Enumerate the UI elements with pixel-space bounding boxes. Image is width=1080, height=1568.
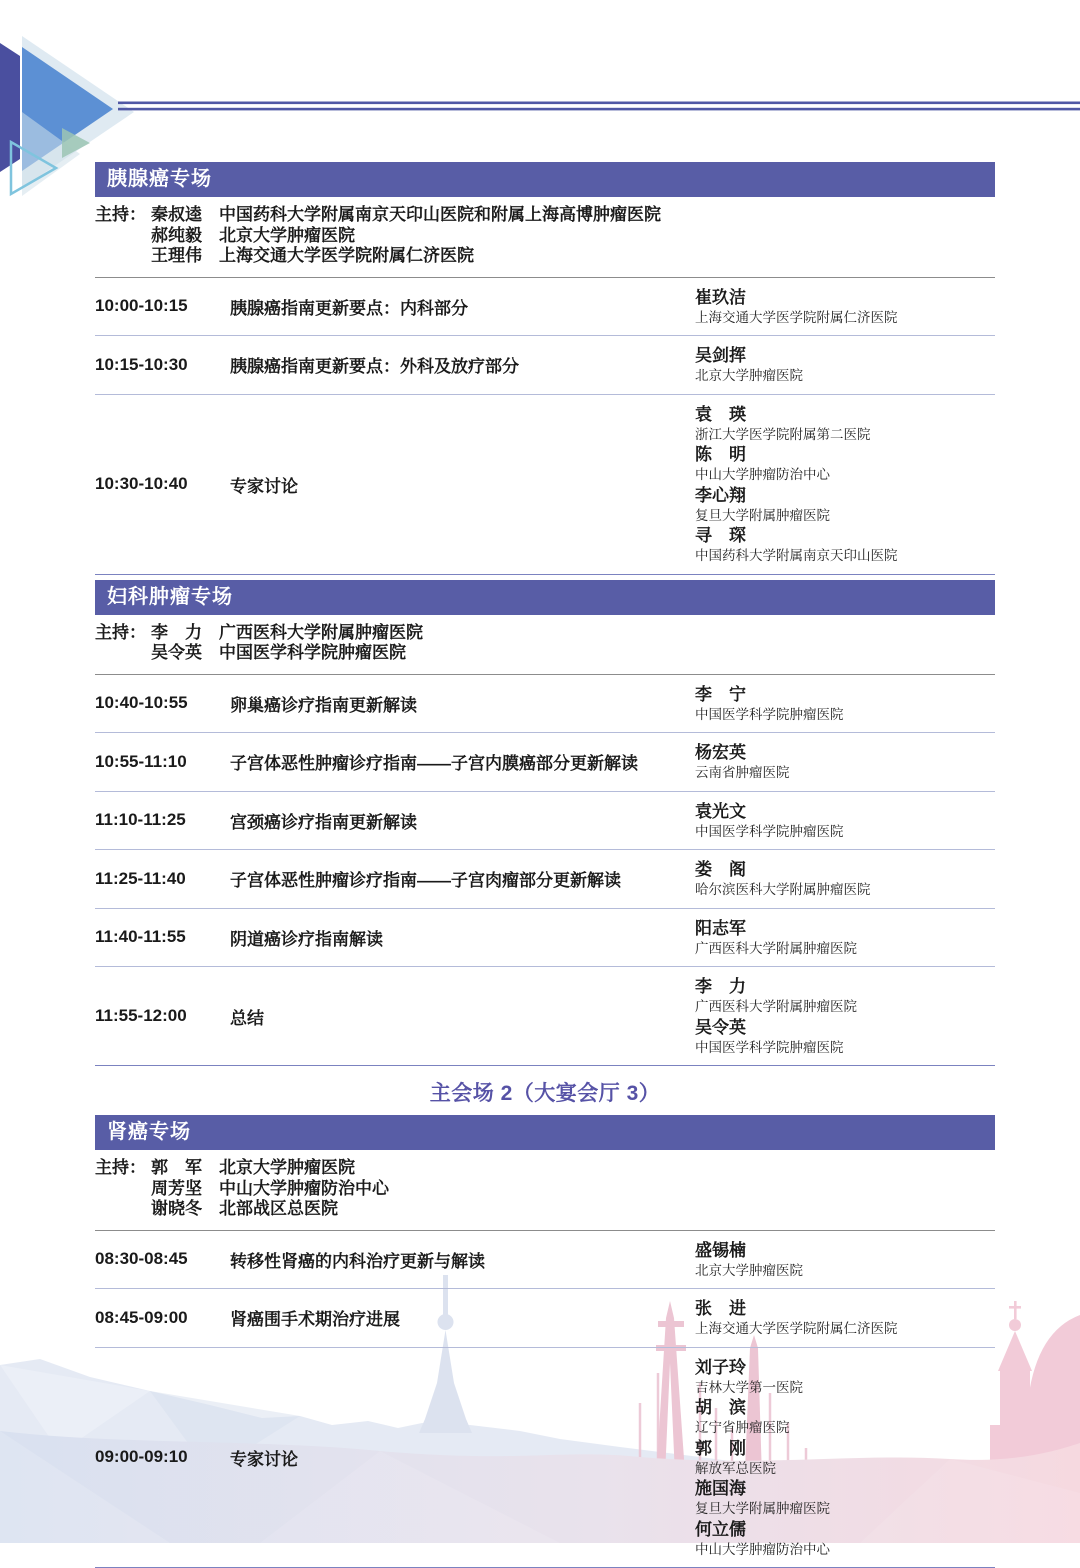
- chair-name: 吴令英: [151, 643, 219, 664]
- talk-title: 子宫体恶性肿瘤诊疗指南——子宫肉瘤部分更新解读: [230, 866, 695, 891]
- agenda-row: [95, 395, 995, 575]
- time-slot: 10:15-10:30: [95, 355, 230, 375]
- talk-title: 专家讨论: [230, 472, 695, 497]
- talk-title: 专家讨论: [230, 1445, 695, 1470]
- speaker-affiliation: 北京大学肿瘤医院: [695, 367, 995, 385]
- chair-affiliation: 广西医科大学附属肿瘤医院: [219, 623, 995, 644]
- speaker: [695, 1438, 995, 1478]
- chair-name: 周芳坚: [151, 1179, 219, 1200]
- speaker-name: 袁 瑛: [695, 404, 995, 426]
- speaker-name: 寻 琛: [695, 525, 995, 547]
- speaker-affiliation: 中山大学肿瘤防治中心: [695, 466, 995, 484]
- time-slot: 10:40-10:55: [95, 693, 230, 713]
- talk-title: 阴道癌诊疗指南解读: [230, 925, 695, 950]
- agenda-row: [95, 1289, 995, 1348]
- speaker-affiliation: 复旦大学附属肿瘤医院: [695, 1500, 995, 1518]
- chair-affiliation: 北部战区总医院: [219, 1199, 995, 1220]
- time-slot: 11:55-12:00: [95, 1006, 230, 1026]
- speaker: [695, 801, 995, 841]
- time-slot: 10:00-10:15: [95, 296, 230, 316]
- speaker: [695, 1017, 995, 1057]
- chair-affiliation: 中山大学肿瘤防治中心: [219, 1179, 995, 1200]
- speaker: [695, 444, 995, 484]
- time-slot: 11:25-11:40: [95, 869, 230, 889]
- time-slot: 08:45-09:00: [95, 1308, 230, 1328]
- chair-affiliation: 中国医学科学院肿瘤医院: [219, 643, 995, 664]
- chair-name: 郝纯毅: [151, 226, 219, 247]
- host-label: 主持：: [95, 623, 151, 644]
- session-header-bar: [95, 1115, 995, 1150]
- talk-title: 总结: [230, 1004, 695, 1029]
- speaker: [695, 976, 995, 1016]
- speaker-affiliation: 上海交通大学医学院附属仁济医院: [695, 1320, 995, 1338]
- speaker-list: [695, 800, 995, 842]
- time-slot: 10:55-11:10: [95, 752, 230, 772]
- agenda-row: [95, 675, 995, 734]
- speaker-affiliation: 吉林大学第一医院: [695, 1379, 995, 1397]
- time-slot: 09:00-09:10: [95, 1447, 230, 1467]
- host-label-spacer: [95, 1199, 151, 1220]
- talk-title: 胰腺癌指南更新要点：内科部分: [230, 294, 695, 319]
- chairs-block: [95, 1150, 995, 1231]
- speaker: [695, 1357, 995, 1397]
- speaker-affiliation: 中山大学肿瘤防治中心: [695, 1541, 995, 1559]
- speaker-list: [695, 286, 995, 328]
- speaker-affiliation: 中国医学科学院肿瘤医院: [695, 823, 995, 841]
- speaker: [695, 1478, 995, 1518]
- speaker-list: [695, 683, 995, 725]
- speaker: [695, 287, 995, 327]
- speaker-name: 李心翔: [695, 485, 995, 507]
- talk-title: 胰腺癌指南更新要点：外科及放疗部分: [230, 352, 695, 377]
- time-slot: 10:30-10:40: [95, 474, 230, 494]
- agenda-row: [95, 909, 995, 968]
- host-label: 主持：: [95, 205, 151, 226]
- session-title: 胰腺癌专场: [107, 168, 212, 190]
- chair-line: [95, 623, 995, 644]
- chairs-block: [95, 615, 995, 675]
- chair-affiliation: 北京大学肿瘤医院: [219, 226, 995, 247]
- speaker-name: 李 力: [695, 976, 995, 998]
- time-slot: 08:30-08:45: [95, 1249, 230, 1269]
- speaker-list: [695, 975, 995, 1057]
- speaker-affiliation: 浙江大学医学院附属第二医院: [695, 426, 995, 444]
- agenda-row: [95, 967, 995, 1066]
- chair-line: [95, 1158, 995, 1179]
- speaker-name: 施国海: [695, 1478, 995, 1500]
- chair-line: [95, 226, 995, 247]
- chair-line: [95, 246, 995, 267]
- chair-affiliation: 中国药科大学附属南京天印山医院和附属上海高博肿瘤医院: [219, 205, 995, 226]
- talk-title: 肾癌围手术期治疗进展: [230, 1305, 695, 1330]
- host-label-spacer: [95, 226, 151, 247]
- chair-line: [95, 1199, 995, 1220]
- chair-line: [95, 643, 995, 664]
- chair-affiliation: 北京大学肿瘤医院: [219, 1158, 995, 1179]
- speaker: [695, 404, 995, 444]
- session-pancreatic-cancer: [95, 162, 995, 575]
- agenda-row: [95, 850, 995, 909]
- time-slot: 11:10-11:25: [95, 810, 230, 830]
- chair-line: [95, 1179, 995, 1200]
- session-title: 肾癌专场: [107, 1121, 191, 1143]
- speaker-affiliation: 中国药科大学附属南京天印山医院: [695, 547, 995, 565]
- speaker-list: [695, 1356, 995, 1560]
- speaker-affiliation: 广西医科大学附属肿瘤医院: [695, 940, 995, 958]
- speaker-affiliation: 中国医学科学院肿瘤医院: [695, 1039, 995, 1057]
- header-rule-bottom: [118, 108, 1080, 111]
- speaker-name: 盛锡楠: [695, 1240, 995, 1262]
- speaker-affiliation: 复旦大学附属肿瘤医院: [695, 507, 995, 525]
- chair-name: 谢晓冬: [151, 1199, 219, 1220]
- agenda-row: [95, 336, 995, 395]
- agenda-row: [95, 733, 995, 792]
- speaker-name: 袁光文: [695, 801, 995, 823]
- talk-title: 宫颈癌诊疗指南更新解读: [230, 808, 695, 833]
- host-label-spacer: [95, 1179, 151, 1200]
- speaker-name: 张 进: [695, 1298, 995, 1320]
- chair-name: 李 力: [151, 623, 219, 644]
- talk-title: 子宫体恶性肿瘤诊疗指南——子宫内膜癌部分更新解读: [230, 749, 695, 774]
- speaker-name: 何立儒: [695, 1519, 995, 1541]
- speaker-name: 刘子玲: [695, 1357, 995, 1379]
- speaker-name: 吴令英: [695, 1017, 995, 1039]
- host-label: 主持：: [95, 1158, 151, 1179]
- speaker-list: [695, 1239, 995, 1281]
- speaker-name: 阳志军: [695, 918, 995, 940]
- speaker: [695, 684, 995, 724]
- speaker: [695, 1298, 995, 1338]
- speaker: [695, 1519, 995, 1559]
- speaker-affiliation: 辽宁省肿瘤医院: [695, 1419, 995, 1437]
- speaker-list: [695, 344, 995, 386]
- speaker: [695, 345, 995, 385]
- host-label-spacer: [95, 246, 151, 267]
- header-rule-top: [118, 102, 1080, 105]
- session-title: 妇科肿瘤专场: [107, 586, 233, 608]
- speaker-affiliation: 北京大学肿瘤医院: [695, 1262, 995, 1280]
- speaker-affiliation: 上海交通大学医学院附属仁济医院: [695, 309, 995, 327]
- chair-affiliation: 上海交通大学医学院附属仁济医院: [219, 246, 995, 267]
- speaker-name: 李 宁: [695, 684, 995, 706]
- speaker-list: [695, 403, 995, 566]
- speaker-affiliation: 哈尔滨医科大学附属肿瘤医院: [695, 881, 995, 899]
- program-content: [95, 162, 995, 1568]
- chair-name: 王理伟: [151, 246, 219, 267]
- agenda-row: [95, 1231, 995, 1290]
- speaker: [695, 1397, 995, 1437]
- speaker-list: [695, 741, 995, 783]
- speaker-list: [695, 1297, 995, 1339]
- speaker-list: [695, 917, 995, 959]
- speaker: [695, 859, 995, 899]
- speaker-affiliation: 广西医科大学附属肿瘤医院: [695, 998, 995, 1016]
- speaker-name: 杨宏英: [695, 742, 995, 764]
- chair-line: [95, 205, 995, 226]
- session-kidney-cancer: [95, 1115, 995, 1568]
- speaker-affiliation: 云南省肿瘤医院: [695, 764, 995, 782]
- agenda-row: [95, 792, 995, 851]
- speaker: [695, 918, 995, 958]
- speaker: [695, 1240, 995, 1280]
- speaker: [695, 742, 995, 782]
- venue-title: 主会场 2（大宴会厅 3）: [95, 1077, 995, 1107]
- speaker: [695, 525, 995, 565]
- speaker-name: 吴剑挥: [695, 345, 995, 367]
- session-header-bar: [95, 162, 995, 197]
- chair-name: 郭 军: [151, 1158, 219, 1179]
- speaker-name: 陈 明: [695, 444, 995, 466]
- speaker-name: 郭 刚: [695, 1438, 995, 1460]
- speaker-affiliation: 中国医学科学院肿瘤医院: [695, 706, 995, 724]
- chairs-block: [95, 197, 995, 278]
- time-slot: 11:40-11:55: [95, 927, 230, 947]
- session-gynecologic-oncology: [95, 580, 995, 1067]
- host-label-spacer: [95, 643, 151, 664]
- speaker-list: [695, 858, 995, 900]
- session-header-bar: [95, 580, 995, 615]
- speaker-name: 娄 阁: [695, 859, 995, 881]
- agenda-row: [95, 278, 995, 337]
- speaker-name: 崔玖洁: [695, 287, 995, 309]
- agenda-row: [95, 1348, 995, 1568]
- speaker-affiliation: 解放军总医院: [695, 1460, 995, 1478]
- talk-title: 卵巢癌诊疗指南更新解读: [230, 691, 695, 716]
- speaker-name: 胡 滨: [695, 1397, 995, 1419]
- chair-name: 秦叔逵: [151, 205, 219, 226]
- speaker: [695, 485, 995, 525]
- talk-title: 转移性肾癌的内科治疗更新与解读: [230, 1247, 695, 1272]
